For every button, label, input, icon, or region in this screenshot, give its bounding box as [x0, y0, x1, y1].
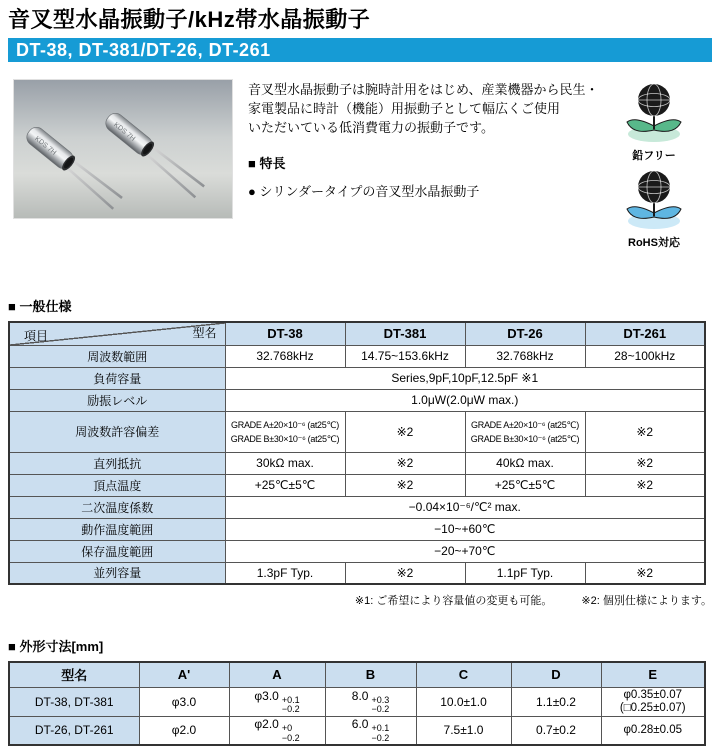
column-header-dt261: DT-261	[585, 322, 705, 345]
compliance-badges	[606, 80, 702, 256]
bullet-icon: ●	[248, 184, 256, 199]
corner-model-label: 型名	[192, 326, 217, 340]
leadfree-badge-label: 鉛フリー	[632, 150, 676, 162]
corner-item-label: 項目	[24, 328, 49, 343]
svg-text:KDS 7H: KDS 7H	[112, 121, 137, 143]
dimensions-table	[8, 661, 706, 746]
table-row: DT-38, DT-381 φ3.0 φ3.0 +0.1 −0.2 8.0 +0.3 −0.2 10.0±1.0 1.1±0.2 φ0.35±0.07 (□0.25±0.07)	[9, 687, 705, 716]
dimensions-section	[0, 636, 712, 746]
leadfree-globe-icon	[621, 82, 687, 146]
intro-text	[248, 80, 606, 256]
leadfree-badge	[621, 82, 687, 163]
spec-corner-cell	[9, 322, 225, 345]
rohs-globe-icon	[621, 169, 687, 233]
dimensions-title: ■ 外形寸法[mm]	[8, 639, 104, 654]
page-title: 音叉型水晶振動子/kHz帯水晶振動子	[8, 7, 371, 32]
spec-header-row	[9, 322, 705, 345]
datasheet-page	[0, 7, 712, 743]
dim-with-tolerance: φ3.0 +0.1 −0.2	[229, 687, 325, 716]
feature-item	[248, 181, 606, 200]
crystal-photo-illustration	[14, 80, 232, 218]
rohs-badge	[621, 169, 687, 250]
dim-e-cell: φ0.35±0.07 (□0.25±0.07)	[601, 687, 705, 716]
table-row: 保存温度範囲 −20~+70℃	[9, 540, 705, 562]
table-row: 二次温度係数 −0.04×10⁻⁶/℃² max.	[9, 496, 705, 518]
table-row: 周波数許容偏差 GRADE A±20×10⁻⁶ (at25℃) GRADE B±30×10⁻⁶ (at25℃) ※2 GRADE A±20×10⁻⁶ (at25℃) GRADE B±30×10⁻⁶ (at25℃) ※2	[9, 411, 705, 452]
table-row: 直列抵抗 30kΩ max. ※2 40kΩ max. ※2	[9, 452, 705, 474]
features-heading: ■ 特長	[248, 156, 286, 171]
grade-cell: GRADE A±20×10⁻⁶ (at25℃) GRADE B±30×10⁻⁶ (at25℃)	[465, 411, 585, 452]
rohs-badge-label: RoHS対応	[628, 237, 680, 249]
dims-header-row: 型名 A' A B C D E	[9, 662, 705, 687]
dim-with-tolerance: φ2.0 +0 −0.2	[229, 716, 325, 745]
table-row: 並列容量 1.3pF Typ. ※2 1.1pF Typ. ※2	[9, 562, 705, 584]
column-header-dt26: DT-26	[465, 322, 585, 345]
feature-text: シリンダータイプの音叉型水晶振動子	[259, 184, 480, 199]
column-header-dt38: DT-38	[225, 322, 345, 345]
dim-with-tolerance: 8.0 +0.3 −0.2	[325, 687, 416, 716]
product-photo	[14, 80, 232, 218]
models-banner: DT-38, DT-381/DT-26, DT-261	[8, 38, 712, 62]
svg-text:KDS 7H: KDS 7H	[33, 135, 58, 157]
general-spec-title: ■ 一般仕様	[8, 299, 72, 314]
table-row: 頂点温度 +25℃±5℃ ※2 +25℃±5℃ ※2	[9, 474, 705, 496]
general-spec-table	[8, 321, 706, 585]
footnote-1: ※1: ご希望により容量値の変更も可能。	[354, 595, 553, 607]
intro-row	[14, 80, 702, 256]
dim-with-tolerance: 6.0 +0.1 −0.2	[325, 716, 416, 745]
product-description: 音叉型水晶振動子は腕時計用をはじめ、産業機器から民生・ 家電製品に時計（機能）用振動子として幅広くご使用 いただいている低消費電力の振動子です。	[248, 82, 599, 135]
spec-footnotes	[8, 592, 712, 608]
dim-e-cell: φ0.28±0.05	[601, 716, 705, 745]
footnote-2: ※2: 個別仕様によります。	[581, 595, 712, 607]
table-row: DT-26, DT-261 φ2.0 φ2.0 +0 −0.2 6.0 +0.1 −0.2 7.5±1.0 0.7±0.2 φ0.28±0.05	[9, 716, 705, 745]
table-row: 動作温度範囲 −10~+60℃	[9, 518, 705, 540]
table-row: 励振レベル 1.0μW(2.0μW max.)	[9, 389, 705, 411]
column-header-dt381: DT-381	[345, 322, 465, 345]
table-row: 周波数範囲 32.768kHz 14.75~153.6kHz 32.768kHz 28~100kHz	[9, 345, 705, 367]
general-spec-section	[0, 296, 712, 608]
grade-cell: GRADE A±20×10⁻⁶ (at25℃) GRADE B±30×10⁻⁶ (at25℃)	[225, 411, 345, 452]
table-row: 負荷容量 Series,9pF,10pF,12.5pF ※1	[9, 367, 705, 389]
